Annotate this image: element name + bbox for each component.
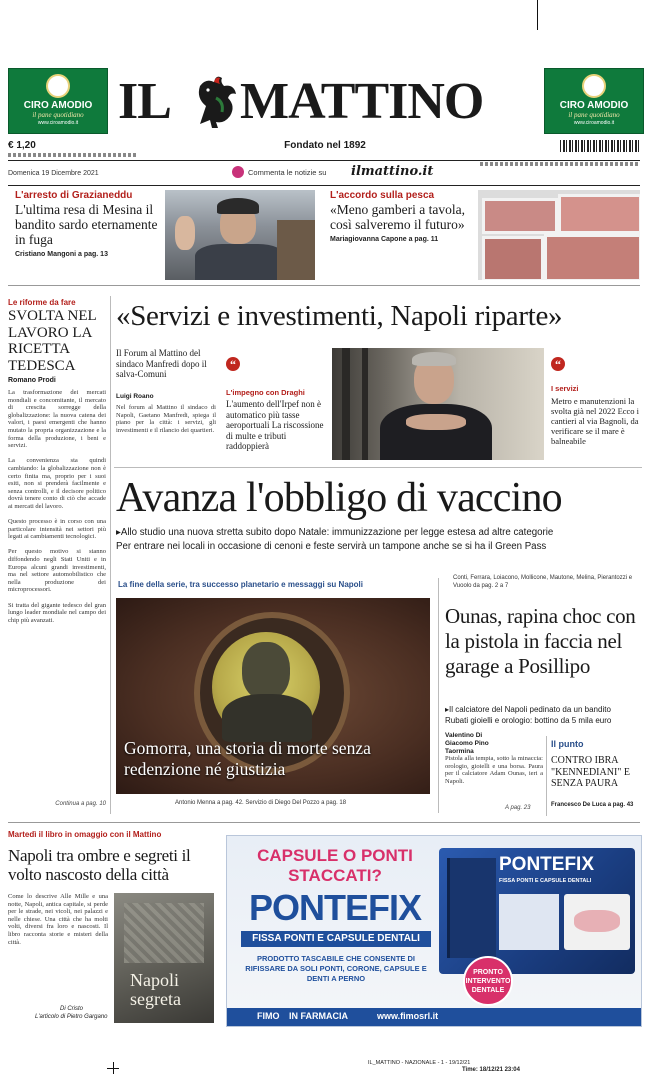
left-column (8, 298, 106, 818)
main-deck-1: ▸Allo studio una nuova stretta subito dopo Natale: immunizzazione per legge estesa ad altre categorie (116, 527, 554, 538)
ad-box-brand: PONTEFIX (499, 854, 595, 875)
lead-box2-text: Metro e manutenzioni la svolta già nel 2022 Ecco i cantieri al via Bagnoli, da verificare se il mare è balneabile (551, 396, 640, 446)
masthead-rule (8, 160, 640, 161)
quote-icon: “ (226, 357, 240, 371)
punto-title[interactable]: CONTRO IBRA "KENNEDIANI" E SENZA PAURA (551, 755, 630, 789)
sponsor-name: CIRO AMODIO (559, 100, 629, 111)
left-column-body: La trasformazione dei mercati mondiali e concomitante, il mercato di crescita sorregge della globalizzazione: la nuova catena dei valori, i paesi emergenti che hanno mutato la propria organizzazione e la forma della produzione, i beni e servizi. La convenienza sta quindi cambiando: la globalizzazione non è certo finita ma, proprio per i suoi esiti, non si prenderà facilmente e senza controlli, e il decisore politico dovrà tenere conto di ciò che accade ai mercati del lavoro. Questo processo è in corso con una particolare intensità nei settori più legati ai cambiamenti tecnologici. Per questo motivo si stanno diffondendo negli Stati Uniti e in Europa alcuni grandi investimenti, ma nel settore automobilistico che nella produzione dei microprocessori. Si tratta del gigante tedesco del gran lungo leader mondiale nel campo dei chip più avanzati. (8, 389, 106, 624)
mesina-photo (165, 190, 315, 280)
left-column-kicker: Le riforme da fare (8, 298, 76, 307)
book-kicker: Martedì il libro in omaggio con il Mattino (8, 830, 162, 839)
footer-slug: IL_MATTINO - NAZIONALE - 1 - 19/12/21 (368, 1060, 471, 1066)
fish-market-photo (478, 190, 640, 280)
ad-top-rule (8, 822, 640, 823)
date-rule (8, 185, 640, 186)
sponsor-tagline: il pane quotidiano (32, 111, 84, 119)
sponsor-site: www.ciroamodio.it (573, 120, 615, 126)
left-column-title[interactable]: SVOLTA NEL LAVORO LA RICETTA TEDESCA (8, 308, 97, 374)
lead-headline[interactable]: «Servizi e investimenti, Napoli riparte» (116, 300, 563, 332)
topstory-title: «Meno gamberi a tavola, così salveremo il futuro» (330, 202, 465, 232)
sponsor-right (544, 68, 644, 134)
gomorra-kicker: La fine della serie, tra successo planetario e messaggi su Napoli (118, 580, 363, 589)
sponsor-emblem-icon (582, 74, 606, 98)
book-author: Di Cristo (60, 1006, 84, 1012)
ad-product-box (439, 848, 635, 974)
main-byline: Conti, Ferrara, Loiacono, Mollicone, Mautone, Melina, Pierantozzi e Vuoolo da pag. 2 a 7 (453, 575, 633, 589)
ad-brand: PONTEFIX (248, 887, 422, 928)
ad-question: CAPSULE O PONTI STACCATI? (257, 846, 413, 885)
sponsor-left (8, 68, 108, 134)
gomorra-photo (116, 598, 430, 794)
ounas-page[interactable]: A pag. 23 (505, 805, 531, 811)
edition-date: Domenica 19 Dicembre 2021 (8, 170, 99, 177)
comment-bubble-icon (232, 166, 244, 178)
ounas-deck-2: Rubati gioielli e orologio: bottino da 5 mila euro (445, 716, 612, 725)
lead-standfirst: Il Forum al Mattino del sindaco Manfredi dopo il salva-Comuni (116, 348, 207, 379)
ad-distributor: FIMO (257, 1011, 280, 1021)
website-link[interactable]: ilmattino.it (351, 164, 434, 179)
punto-byline: Francesco De Luca a pag. 43 (551, 802, 634, 808)
ad-badge: PRONTO INTERVENTO DENTALE (463, 956, 513, 1006)
comment-bar[interactable] (232, 163, 432, 183)
masthead-logo (112, 70, 534, 132)
barcode (560, 140, 640, 152)
crop-mark-bottom-left-v (113, 1062, 114, 1074)
main-deck-2: Per entrare nei locali in occasione di cenoni e feste servirà un tampone anche se si ha il Green Pass (116, 541, 547, 552)
lead-rule (114, 467, 642, 468)
ad-body: PRODOTTO TASCABILE CHE CONSENTE DI RIFISSARE DA SOLI PONTI, CORONE, CAPSULE E DENTI A PERNO (245, 954, 427, 983)
founded-line: Fondato nel 1892 (284, 140, 366, 151)
lead-box1-kicker: L'impegno con Draghi (226, 388, 305, 397)
ad-subtitle: FISSA PONTI E CAPSULE DENTALI (241, 931, 431, 947)
sponsor-tagline: il pane quotidiano (568, 111, 620, 119)
lead-box2-kicker: I servizi (551, 384, 579, 393)
ounas-deck-1: ▸Il calciatore del Napoli pedinato da un bandito (445, 705, 611, 714)
topstory-byline: Cristiano Mangoni a pag. 13 (15, 251, 108, 258)
topstory-byline: Mariagiovanna Capone a pag. 11 (330, 236, 439, 243)
left-column-continued[interactable]: Continua a pag. 10 (55, 801, 106, 807)
topstory-title: L'ultima resa di Mesina il bandito sardo eternamente in fuga (15, 202, 158, 247)
pontefix-ad[interactable] (226, 835, 642, 1027)
ad-footer-bar (227, 1008, 641, 1026)
topstory-kicker: L'accordo sulla pesca (330, 190, 435, 201)
ounas-title[interactable]: Ounas, rapina choc con la pistola in faccia nel garage a Posillipo (445, 604, 636, 678)
book-body: Come lo descrive Alle Mille e una notte, Napoli, antica capitale, si perde per le strade, nei vicoli, nei palazzi e nelle chiese. Una città che ha molti volti, diversi fra loro e nascosti. Il libro racconta storie e misteri della città. (8, 893, 108, 946)
logo-text-right: MATTINO (240, 73, 484, 130)
ad-web[interactable]: www.fimosrl.it (377, 1011, 439, 1021)
manfredi-photo (332, 348, 544, 460)
book-credit: L'articolo di Pietro Gargano (35, 1014, 108, 1020)
rooster-logo-icon (186, 72, 242, 130)
ad-box-sub: FISSA PONTI E CAPSULE DENTALI (499, 878, 592, 884)
price: € 1,20 (8, 140, 36, 151)
topstory-pesca[interactable] (330, 189, 475, 279)
book-cover-title: Napoli segreta (130, 970, 181, 1009)
sponsor-emblem-icon (46, 74, 70, 98)
issue-info (8, 153, 138, 157)
sponsor-site: www.ciroamodio.it (37, 120, 79, 126)
punto-divider (546, 736, 547, 816)
book-title[interactable]: Napoli tra ombre e segreti il volto nascosto della città (8, 846, 191, 884)
lead-body: Nel forum al Mattino il sindaco di Napoli, Gaetano Manfredi, spiega il piano per la città: i servizi, gli investimenti e il rilancio dei quartieri. (116, 404, 216, 434)
lead-box1-text: L'aumento dell'Irpef non è automatico più tasse aeroportuali La riscossione di multe e tributi raddoppierà (226, 399, 324, 451)
punto-kicker: Il punto (551, 739, 584, 749)
ad-farmacia: IN FARMACIA (289, 1011, 348, 1021)
crop-mark-top (537, 0, 538, 30)
logo-text-left: IL (118, 73, 171, 130)
quote-icon: “ (551, 357, 565, 371)
lead-author: Luigi Roano (116, 393, 154, 400)
footer-time: Time: 18/12/21 23:04 (462, 1067, 520, 1073)
book-cover[interactable] (114, 893, 214, 1023)
gomorra-title[interactable]: Gomorra, una storia di morte senza redenzione né giustizia (124, 738, 371, 779)
main-headline[interactable]: Avanza l'obbligo di vaccino (116, 475, 562, 521)
gomorra-byline: Antonio Menna a pag. 42. Servizio di Diego Del Pozzo a pag. 18 (175, 800, 347, 806)
left-column-author: Romano Prodi (8, 377, 56, 384)
comment-prompt: Commenta le notizie su (248, 168, 327, 177)
ounas-body: Pistola alla tempia, sotto la minaccia: orologio, gioielli e una borsa. Paura per il calciatore Adam Ounas, ieri a Napoli. (445, 755, 543, 785)
sponsor-name: CIRO AMODIO (23, 100, 93, 111)
topstory-kicker: L'arresto di Grazianeddu (15, 190, 133, 201)
topstories-rule (8, 285, 640, 286)
left-column-divider (110, 296, 111, 814)
edition-info (480, 162, 640, 166)
ounas-byline: Valentino Di Giacomo Pino Taormina (445, 732, 489, 755)
right-divider (438, 578, 439, 813)
topstory-mesina[interactable] (15, 189, 165, 279)
